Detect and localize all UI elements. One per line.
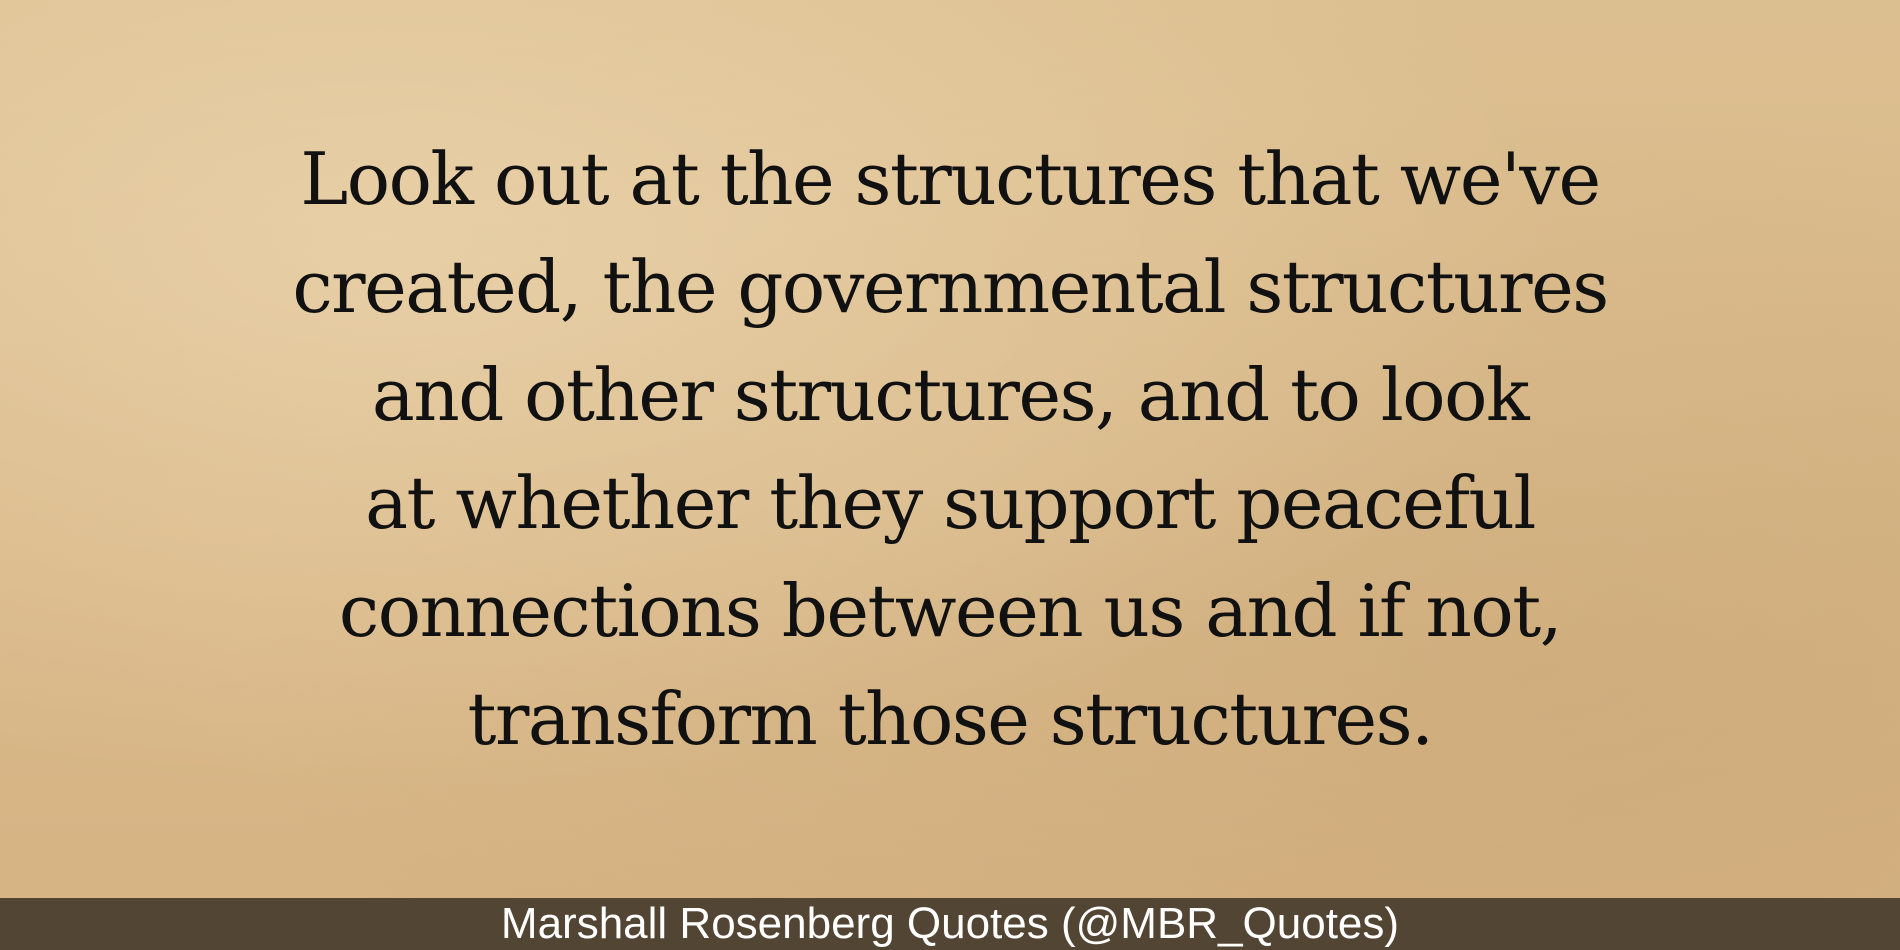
quote-text	[200, 125, 1700, 773]
attribution-bar	[0, 898, 1900, 950]
quote-line: connections between us and if not,	[338, 569, 1562, 653]
quote-line: transform those structures.	[467, 677, 1433, 761]
quote-line: and other structures, and to look	[371, 353, 1529, 437]
attribution-text: Marshall Rosenberg Quotes (@MBR_Quotes)	[500, 899, 1400, 948]
quote-line: created, the governmental structures	[292, 245, 1608, 329]
quote-line: at whether they support peaceful	[365, 461, 1535, 545]
quote-line: Look out at the structures that we've	[300, 137, 1600, 221]
